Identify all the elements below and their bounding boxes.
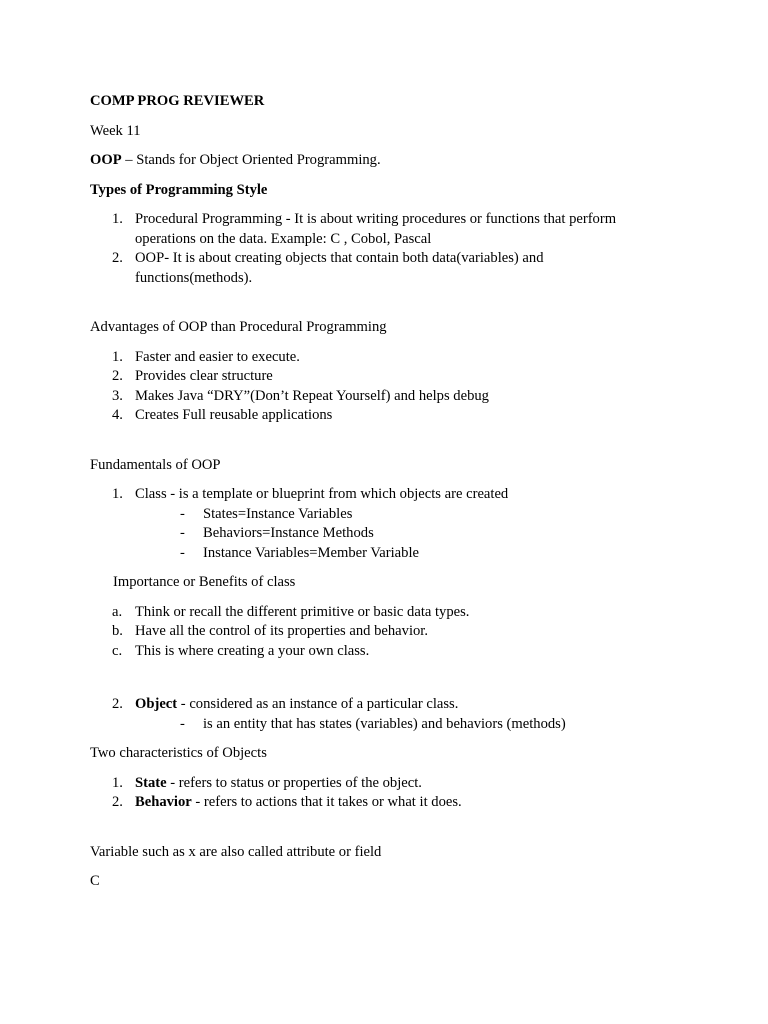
fundamentals-heading: Fundamentals of OOP xyxy=(90,456,221,473)
oop-term: OOP xyxy=(90,152,122,168)
list-item: 1. Procedural Programming - It is about writing procedures or functions that perform operations on the data. Example: C , Cobol, Pascal xyxy=(112,211,617,247)
advantages-list xyxy=(90,348,650,426)
list-item: c. This is where creating a your own class. xyxy=(112,642,370,659)
variable-note: Variable such as x are also called attribute or field xyxy=(90,843,382,860)
characteristics-list xyxy=(90,774,650,813)
importance-list xyxy=(90,603,650,662)
list-item: 1. Class - is a template or blueprint from which objects are created xyxy=(112,486,509,502)
list-item: 1. State - refers to status or properties of the object. xyxy=(112,774,422,791)
advantages-heading: Advantages of OOP than Procedural Programming xyxy=(90,319,387,335)
list-item: 2. OOP- It is about creating objects that contain both data(variables) and functions(methods). xyxy=(112,250,544,286)
list-item: b. Have all the control of its properties and behavior. xyxy=(112,623,429,639)
list-item: 2. Behavior - refers to actions that it takes or what it does. xyxy=(112,794,462,810)
document-title: COMP PROG REVIEWER xyxy=(90,93,265,109)
sub-item: - is an entity that has states (variables) and behaviors (methods) xyxy=(180,715,566,732)
document-page xyxy=(90,92,650,892)
class-list xyxy=(90,485,650,505)
list-item: 2. Object - considered as an instance of a particular class. xyxy=(112,696,459,712)
oop-text: – Stands for Object Oriented Programming. xyxy=(121,152,381,168)
types-heading: Types of Programming Style xyxy=(90,181,268,198)
object-list xyxy=(90,695,650,715)
sub-item: - States=Instance Variables xyxy=(180,505,353,522)
list-item: a. Think or recall the different primitive or basic data types. xyxy=(112,603,470,620)
week-label: Week 11 xyxy=(90,122,141,139)
characteristics-heading: Two characteristics of Objects xyxy=(90,745,267,761)
oop-definition xyxy=(90,151,650,171)
sub-item: - Behaviors=Instance Methods xyxy=(180,525,374,541)
types-list xyxy=(90,210,650,288)
list-item: 2. Provides clear structure xyxy=(112,368,273,384)
list-item: 1. Faster and easier to execute. xyxy=(112,348,300,365)
sub-item: - Instance Variables=Member Variable xyxy=(180,544,419,561)
trailing-text: C xyxy=(90,873,100,889)
object-term: Object xyxy=(135,696,178,712)
importance-heading: Importance or Benefits of class xyxy=(113,574,296,590)
list-item: 4. Creates Full reusable applications xyxy=(112,407,333,423)
list-item: 3. Makes Java “DRY”(Don’t Repeat Yourself) and helps debug xyxy=(112,387,489,404)
